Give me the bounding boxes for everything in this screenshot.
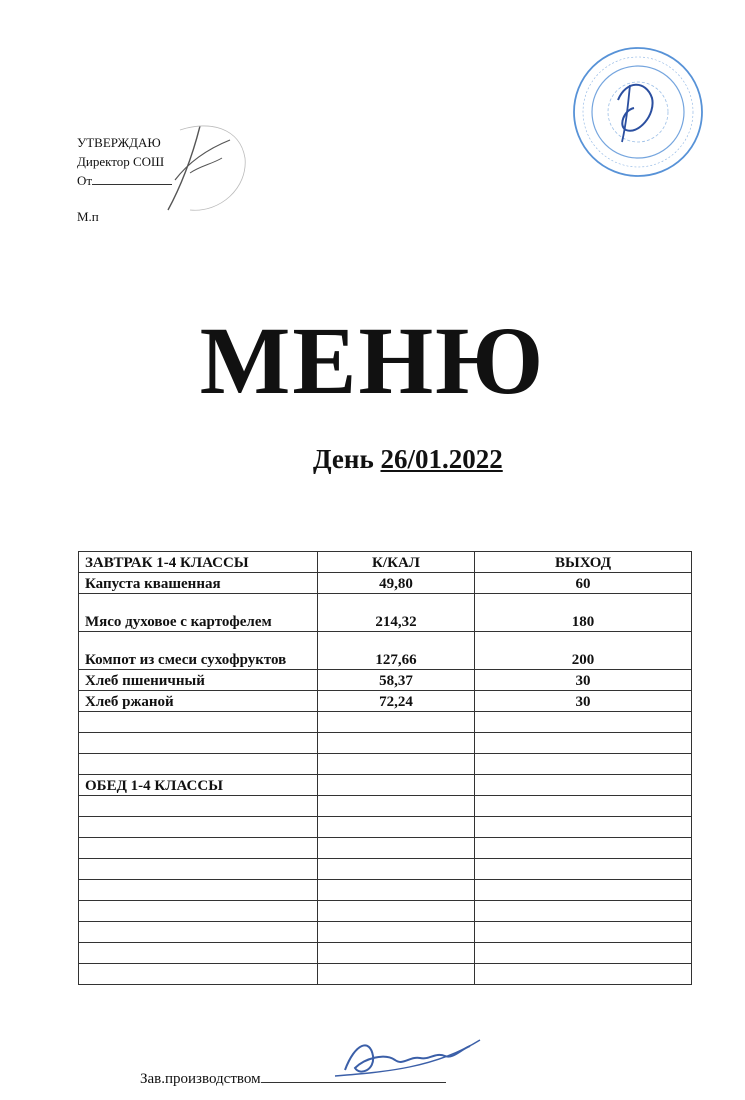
empty-row [79, 838, 692, 859]
dish-yield: 30 [475, 691, 692, 712]
dish-name: Хлеб пшеничный [79, 670, 318, 691]
empty-row [79, 943, 692, 964]
dish-name: Хлеб ржаной [79, 691, 318, 712]
dish-name: Капуста квашенная [79, 573, 318, 594]
header-yield: ВЫХОД [475, 552, 692, 573]
table-header-row [79, 552, 692, 573]
table-row [79, 594, 692, 632]
dish-yield: 180 [475, 594, 692, 632]
table-row [79, 691, 692, 712]
official-stamp [568, 40, 708, 185]
empty-row [79, 901, 692, 922]
approval-position: Директор СОШ [77, 154, 165, 169]
footer-signature-line [140, 1068, 446, 1088]
dish-yield: 200 [475, 632, 692, 670]
dish-name: Мясо духовое с картофелем [79, 594, 318, 632]
dish-kcal: 58,37 [318, 670, 475, 691]
dish-yield: 60 [475, 573, 692, 594]
approval-title: УТВЕРЖДАЮ [77, 135, 161, 150]
dish-kcal: 72,24 [318, 691, 475, 712]
day-date: 26/01.2022 [380, 444, 503, 474]
day-label: День [313, 444, 374, 474]
approval-from: От [77, 171, 172, 190]
empty-row [79, 817, 692, 838]
footer-line [261, 1068, 446, 1083]
table-row [79, 632, 692, 670]
empty-row [79, 712, 692, 733]
footer-label: Зав.производством [140, 1071, 261, 1087]
empty-row [79, 922, 692, 943]
dish-kcal: 49,80 [318, 573, 475, 594]
table-row [79, 573, 692, 594]
menu-table [78, 551, 692, 985]
table-row [79, 670, 692, 691]
header-meal: ЗАВТРАК 1-4 КЛАССЫ [79, 552, 318, 573]
director-signature [150, 118, 250, 218]
dish-yield: 30 [475, 670, 692, 691]
empty-row [79, 859, 692, 880]
menu-day [313, 444, 503, 475]
empty-row [79, 796, 692, 817]
approval-mp: М.п [77, 209, 99, 224]
empty-row [79, 754, 692, 775]
empty-row [79, 733, 692, 754]
empty-row [79, 880, 692, 901]
empty-row [79, 964, 692, 985]
lunch-header-row [79, 775, 692, 796]
dish-kcal: 214,32 [318, 594, 475, 632]
page-title: МЕНЮ [199, 307, 546, 414]
dish-kcal: 127,66 [318, 632, 475, 670]
dish-name: Компот из смеси сухофруктов [79, 632, 318, 670]
lunch-header: ОБЕД 1-4 КЛАССЫ [79, 775, 318, 796]
header-kcal: К/КАЛ [318, 552, 475, 573]
